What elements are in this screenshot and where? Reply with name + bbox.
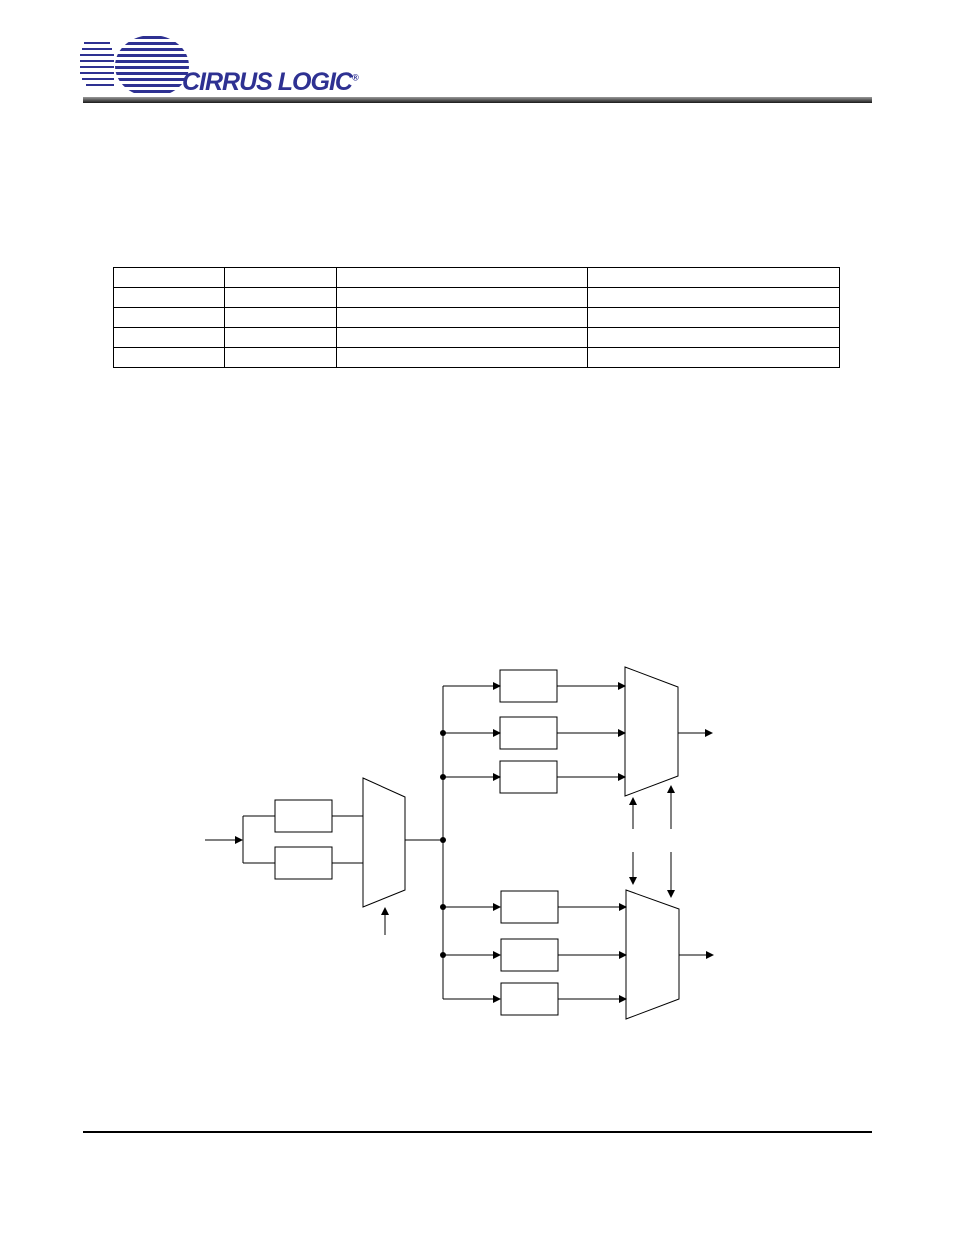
junction-dot (440, 730, 446, 736)
lower-block-1 (501, 891, 558, 923)
junction-dot (440, 904, 446, 910)
lower-block-2 (501, 939, 558, 971)
input-block-1 (275, 800, 332, 832)
junction-dot (440, 774, 446, 780)
input-block-2 (275, 847, 332, 879)
junction-dot (440, 952, 446, 958)
footer-rule (83, 1131, 872, 1133)
upper-block-3 (500, 761, 557, 793)
junction-dot (440, 837, 446, 843)
lower-output-mux (626, 890, 679, 1019)
upper-block-1 (500, 670, 557, 702)
upper-output-mux (625, 667, 678, 796)
logo-wordmark: CIRRUS LOGIC® (182, 68, 358, 96)
lower-block-3 (501, 983, 558, 1015)
input-mux (363, 778, 405, 907)
upper-block-2 (500, 717, 557, 749)
